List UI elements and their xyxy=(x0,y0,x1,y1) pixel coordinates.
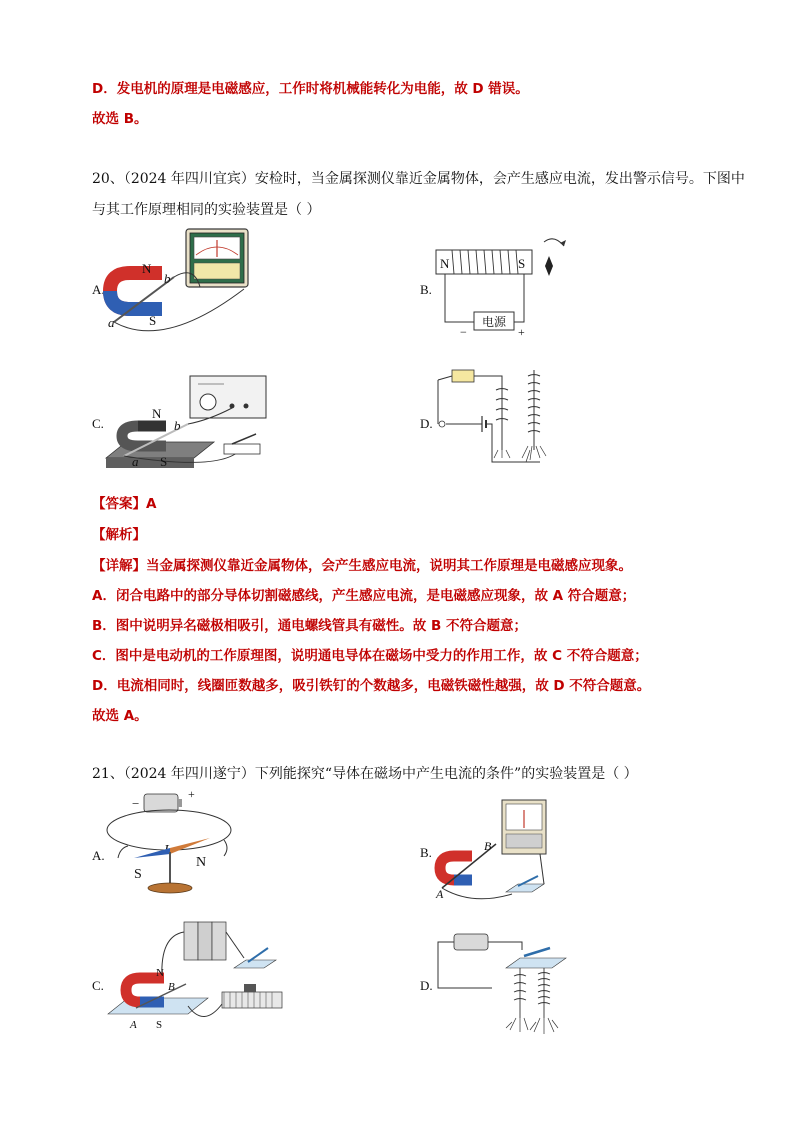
q20-a-b-label: b xyxy=(164,271,171,286)
q21-a-plus-label: + xyxy=(188,787,195,801)
q21-c-n-label: N xyxy=(156,967,164,979)
q20-explain-d: D．电流相同时，线圈匝数越多，吸引铁钉的个数越多，电磁铁磁性越强，故 D 不符合题意。 xyxy=(92,678,651,694)
q20-b-n-label: N xyxy=(440,256,450,271)
q20-stem-line1: 20、（2024 年四川宜宾）安检时，当金属探测仪靠近金属物体，会产生感应电流，发出警示信号。下图中 xyxy=(92,171,745,187)
q21-figure-c xyxy=(104,918,294,1033)
q20-c-n-label: N xyxy=(152,406,162,421)
q21-b-a-label: A xyxy=(436,887,444,901)
q20-answer: 【答案】A xyxy=(92,496,157,512)
q20-c-a-label: a xyxy=(132,454,139,469)
q20-explain-c: C．图中是电动机的工作原理图，说明通电导体在磁场中受力的作用工作，故 C 不符合题意； xyxy=(92,648,648,664)
q20-explain-b: B．图中说明异名磁极相吸引，通电螺线管具有磁性。故 B 不符合题意； xyxy=(92,618,527,634)
switch-icon xyxy=(224,434,260,454)
q20-a-a-label: a xyxy=(108,315,115,330)
electromagnet-nail-icon xyxy=(514,968,550,1018)
q20-option-c-label: C. xyxy=(92,416,104,431)
q20-conclusion: 故选 A。 xyxy=(92,708,148,724)
battery-pack-icon xyxy=(184,922,226,960)
compass-needle-icon xyxy=(544,239,566,276)
q21-a-minus-label: − xyxy=(132,796,140,811)
switch-icon xyxy=(506,876,544,892)
q20-figure-a xyxy=(104,225,274,340)
q20-c-b-label: b xyxy=(174,418,181,433)
q20-option-a-label: A. xyxy=(92,282,105,297)
prev-option-d-explain: D．发电机的原理是电磁感应，工作时将机械能转化为电能，故 D 错误。 xyxy=(92,81,529,97)
galvanometer-icon xyxy=(502,800,546,854)
q20-a-s-label: S xyxy=(149,313,157,328)
q21-option-d-label: D. xyxy=(420,978,433,993)
power-supply-icon xyxy=(190,376,266,418)
q20-option-d-label: D. xyxy=(420,416,433,431)
iron-filings-icon xyxy=(506,1018,558,1034)
q21-a-n-label: N xyxy=(196,855,207,870)
q20-analysis-title: 【解析】 xyxy=(92,527,146,543)
q20-a-n-label: N xyxy=(142,261,152,276)
horseshoe-magnet-icon xyxy=(122,426,166,446)
horseshoe-magnet-icon xyxy=(126,978,164,1002)
q20-explain-a: A．闭合电路中的部分导体切割磁感线，产生感应电流，是电磁感应现象，故 A 符合题意； xyxy=(92,588,636,604)
q20-b-plus-label: + xyxy=(518,325,525,339)
q21-c-a-label: A xyxy=(130,1019,137,1031)
q20-b-minus-label: − xyxy=(460,325,467,339)
q20-detail: 【详解】当金属探测仪靠近金属物体，会产生感应电流，说明其工作原理是电磁感应现象。 xyxy=(92,558,632,574)
switch-icon xyxy=(234,948,276,968)
q21-b-b-label: B xyxy=(484,839,492,853)
q21-c-b-label: B xyxy=(168,981,175,993)
electromagnet-nail-icon xyxy=(496,370,540,450)
q21-option-c-label: C. xyxy=(92,978,104,993)
q21-c-s-label: S xyxy=(156,1019,163,1031)
q20-c-s-label: S xyxy=(160,454,168,469)
q21-figure-b xyxy=(432,798,562,906)
q20-b-power-label: 电源 xyxy=(482,315,507,329)
q20-option-b-label: B. xyxy=(420,282,432,297)
battery-icon xyxy=(144,794,182,812)
q21-option-b-label: B. xyxy=(420,845,432,860)
q20-stem-line2: 与其工作原理相同的实验装置是（ ） xyxy=(92,202,321,218)
rheostat-icon xyxy=(222,984,282,1008)
switch-icon xyxy=(506,948,566,968)
prev-conclusion: 故选 B。 xyxy=(92,111,148,127)
q21-a-s-label: S xyxy=(134,867,142,882)
q21-option-a-label: A. xyxy=(92,848,105,863)
galvanometer-icon xyxy=(186,229,248,287)
rheostat-icon xyxy=(452,370,474,382)
q20-figure-d xyxy=(430,360,560,472)
q20-b-s-label: S xyxy=(518,256,526,271)
q20-figure-b xyxy=(430,232,570,337)
battery-icon xyxy=(454,934,488,950)
q21-figure-d xyxy=(432,928,582,1043)
q21-figure-a xyxy=(104,786,244,901)
q21-stem: 21、（2024 年四川遂宁）下列能探究“导体在磁场中产生电流的条件”的实验装置是（ ） xyxy=(92,766,638,782)
q20-figure-c xyxy=(104,372,274,477)
